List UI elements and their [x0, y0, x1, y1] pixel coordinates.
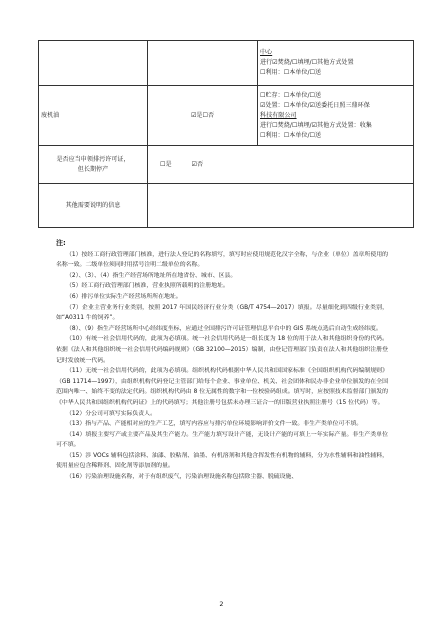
row-label-cell: [39, 41, 148, 86]
option-no[interactable]: ☑否: [191, 160, 204, 168]
note-item: （8）、（9）指生产经营场所中心经纬度坐标，应通过全国排污许可证管理信息平台中的 GIS 系统点选后自动生成经纬度。: [66, 325, 382, 332]
row-mid-cell: [148, 41, 258, 86]
disposal-detail-cell: [258, 41, 414, 86]
note-item: （14）填报主要写产或主要产品及其生产能力。生产能力填写设计产能，无设计产能的可填上一年实际产量。非生产类单位可不填。: [56, 431, 388, 449]
other-info-label: 其他需要说明的信息: [39, 184, 148, 228]
note-item: （15）涉 VOCs 辅料包括涂料、油漆、胶粘剂、油墨、有机溶剂和其他含挥发性有机物的辅料，分为水性辅料和油性辅料，使用量应包含稀释剂、固化剂等添加剂的量。: [56, 452, 388, 470]
detail-line: 进行☑焚烧/☐填埋/☐其他方式处置: [260, 59, 354, 66]
note-item: （2）、（3）、（4）指生产经营场所地址所在地省份、城市、区县。: [66, 272, 237, 279]
detail-line: ☐利用：☐本单位/☐送: [260, 69, 322, 76]
note-item: （5）经工商行政管理部门核准，营业执照所载明的注册地址。: [66, 283, 229, 290]
option-yes[interactable]: ☐是: [160, 160, 172, 168]
notes-section: [56, 238, 388, 483]
table-row-other-info: [39, 184, 414, 228]
detail-line: 科技有限公司: [260, 111, 297, 119]
note-item: （12）分公司可填写实际负责人。: [66, 410, 156, 417]
notes-heading: 注:: [56, 239, 66, 247]
waste-info-table: [38, 40, 414, 228]
note-item: （13）指与产品、产能相对应的生产工艺，填写内容应与排污单位环境影响评价文件一致。非生产类单位可不填。: [66, 421, 363, 428]
page-number: 2: [219, 600, 224, 608]
waste-flag-cell: ☑是☐否: [148, 86, 258, 146]
table-row: [39, 41, 414, 86]
note-item: （6）排污单位实际生产经营场所所在地址。: [66, 293, 182, 300]
long-term-stop-label: 是否应当申领排污许可证， 但长期停产: [39, 146, 148, 184]
note-item: （11）无统一社会信用代码的，此项为必填项。组织机构代码根据中华人民共和国国家标准《全国组织机构代码编制规则》（GB 11714—1997），由组织机构代码登记主管部门给每个企业、事业单位、机关、社会团体和民办非企业单位颁发的在全国范围内唯一、始终不变的法定代码。组织机构代码由 8 位无属性的数字和一位校验码组成。填写时，应按照技术监督部门颁发的《中华人民共和国组织机构代码证》上的代码填写；其他注册号包括未办理三证合一的旧版营业执照注册号（15 位代码）等。: [56, 368, 388, 406]
other-info-value: [148, 184, 414, 228]
disposal-detail-cell: [258, 86, 414, 146]
note-item: （7）企业主营业务行业类别，按照 2017 年国民经济行业分类（GB/T 4754—2017）填报。尽量细化到四级行业类别，如“A0311 牛的饲养”。: [56, 304, 388, 322]
waste-name-cell: 废机油: [39, 86, 148, 146]
table-row-long-term-stop: [39, 146, 414, 184]
detail-line: ☑处置：☐本单位/☑送委托日照三鼎环保: [260, 101, 370, 109]
table-row-waste-oil: [39, 86, 414, 146]
note-item: （10）有统一社会信用代码的，此项为必填项。统一社会信用代码是一组长度为 18 位的用于法人和其他组织身份的代码。依据《法人和其他组织统一社会信用代码编码规则》（GB 32100—2015）编制，由登记管理部门负责在法人和其他组织注册登记时发放统一代码。: [56, 336, 388, 364]
note-item: （16）污染治理设施名称，对于有组织废气，污染治理设施名称包括除尘器、脱硫设施、: [66, 474, 298, 481]
detail-line: ☐贮存：☐本单位/☐送: [260, 91, 322, 99]
detail-line: ☐利用：☐本单位/☐送: [260, 131, 322, 139]
note-item: （1）按经工商行政管理部门核准，进行法人登记的名称填写，填写时应使用规范化汉字全称，与企业（单位）盖章所使用的名称一致。二级单位须同时用括号注明二级单位的名称。: [56, 251, 388, 269]
long-term-stop-options: [148, 146, 414, 184]
detail-line: 进行☐焚烧/☐填埋/☑其他方式处置：收集: [260, 121, 372, 129]
detail-line: 中心: [260, 49, 273, 56]
